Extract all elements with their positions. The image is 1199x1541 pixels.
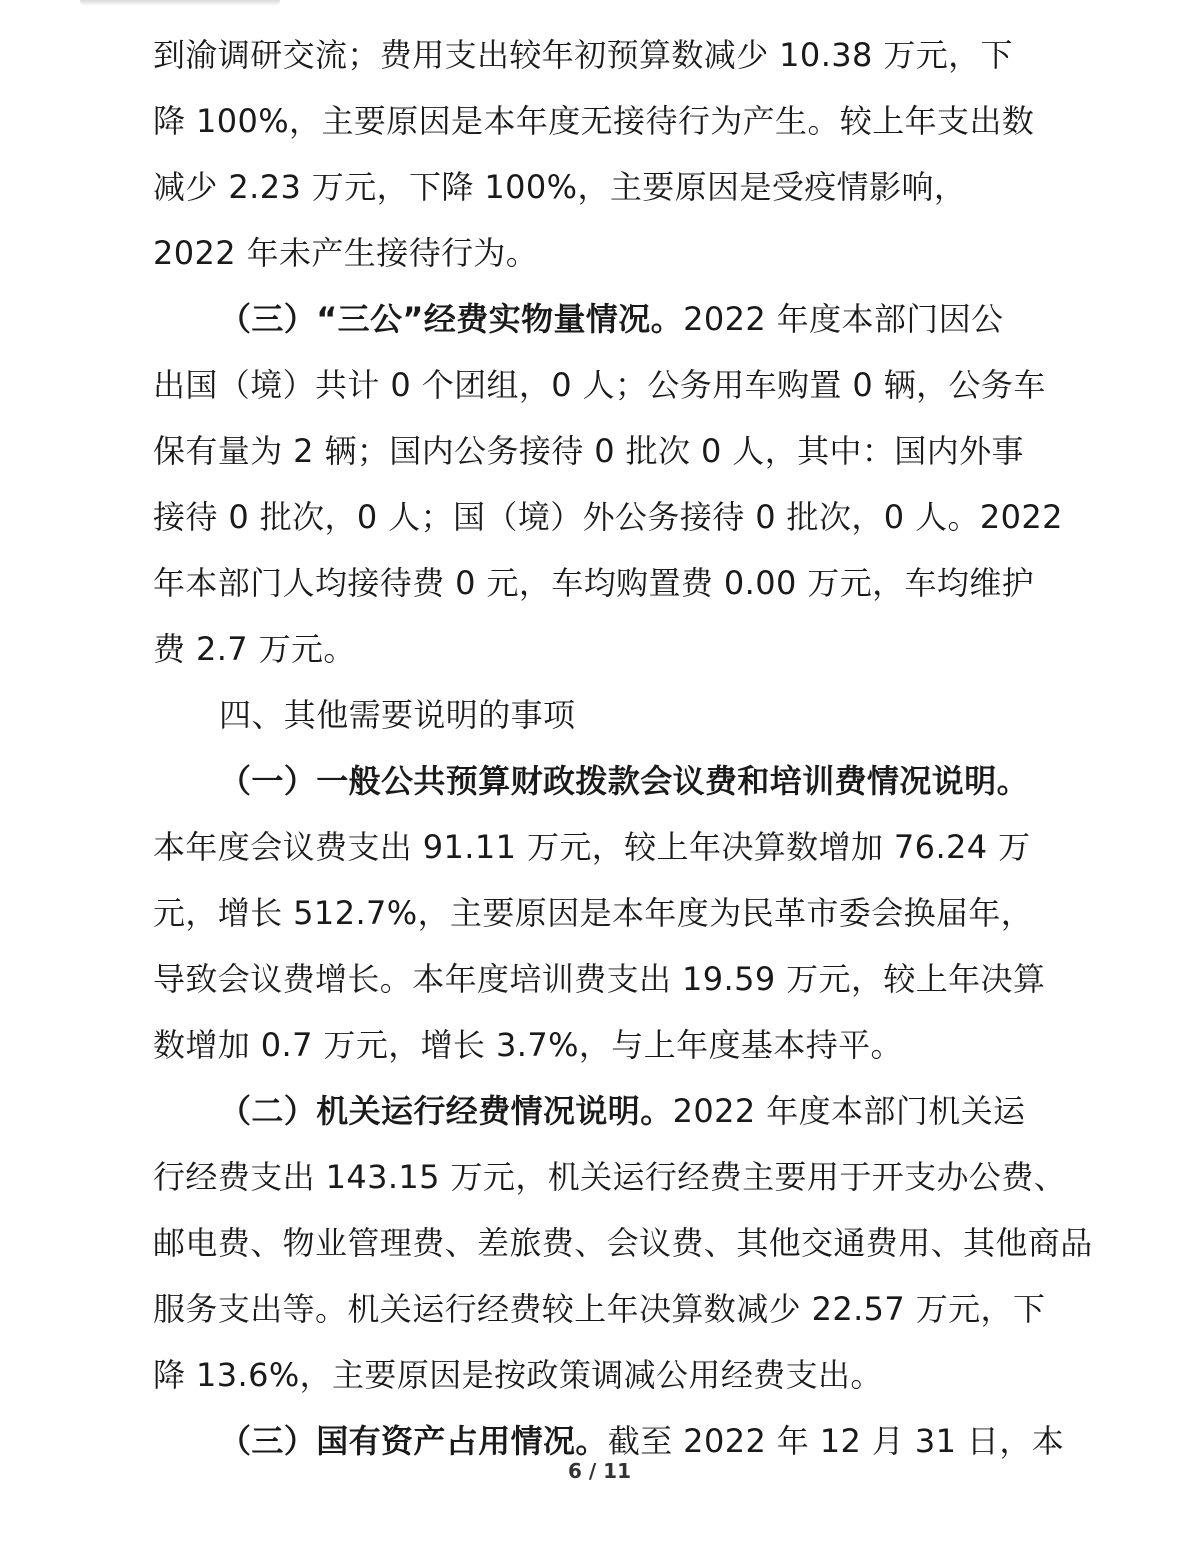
document-page — [153, 22, 1093, 1474]
section-heading: （三）“三公”经费实物量情况。 — [219, 300, 684, 338]
text-line-2: 降 100%，主要原因是本年度无接待行为产生。较上年支出数 — [153, 102, 1035, 140]
top-edge-shadow — [80, 0, 280, 6]
text-line-4: 2022 年未产生接待行为。 — [153, 234, 539, 272]
text-line-8: 接待 0 批次，0 人；国（境）外公务接待 0 批次，0 人。2022 — [153, 498, 1063, 536]
page-number: 6 / 11 — [568, 1459, 631, 1483]
section-four-heading: 四、其他需要说明的事项 — [219, 696, 576, 734]
section-heading: （二）机关运行经费情况说明。 — [219, 1092, 673, 1130]
subsection-one-heading — [153, 748, 1057, 814]
text-line-3: 减少 2.23 万元，下降 100%，主要原因是受疫情影响， — [153, 168, 967, 206]
paragraph-three-public-expenses-heading: （三）“三公”经费实物量情况。2022 年度本部门因公 — [219, 300, 1004, 338]
text-line-10: 费 2.7 万元。 — [153, 630, 356, 668]
text-line-9: 年本部门人均接待费 0 元，车均购置费 0.00 万元，车均维护 — [153, 564, 1035, 602]
text-line-1: 到渝调研交流；费用支出较年初预算数减少 10.38 万元，下 — [153, 36, 1013, 74]
text-line-20: 服务支出等。机关运行经费较上年决算数减少 22.57 万元，下 — [153, 1290, 1046, 1328]
section-heading: （三）国有资产占用情况。 — [219, 1422, 608, 1460]
text-line-21: 降 13.6%，主要原因是按政策调减公用经费支出。 — [153, 1356, 883, 1394]
subsection-two-heading: （二）机关运行经费情况说明。2022 年度本部门机关运 — [219, 1092, 1026, 1130]
text-line-13: 本年度会议费支出 91.11 万元，较上年决算数增加 76.24 万 — [153, 828, 1031, 866]
text-line-18: 行经费支出 143.15 万元，机关运行经费主要用于开支办公费、 — [153, 1158, 1067, 1196]
text-line-15: 导致会议费增长。本年度培训费支出 19.59 万元，较上年决算 — [153, 960, 1046, 998]
text-line-14: 元，增长 512.7%，主要原因是本年度为民革市委会换届年， — [153, 894, 1034, 932]
text-line-19: 邮电费、物业管理费、差旅费、会议费、其他交通费用、其他商品 — [153, 1224, 1093, 1262]
text-line-7: 保有量为 2 辆；国内公务接待 0 批次 0 人，其中：国内外事 — [153, 432, 1024, 470]
section-heading: （一）一般公共预算财政拨款会议费和培训费情况说明。 — [219, 762, 1030, 800]
text-line-16: 数增加 0.7 万元，增长 3.7%，与上年度基本持平。 — [153, 1026, 903, 1064]
subsection-three-heading: （三）国有资产占用情况。截至 2022 年 12 月 31 日，本 — [219, 1422, 1065, 1460]
text-line-6: 出国（境）共计 0 个团组，0 人；公务用车购置 0 辆，公务车 — [153, 366, 1046, 404]
